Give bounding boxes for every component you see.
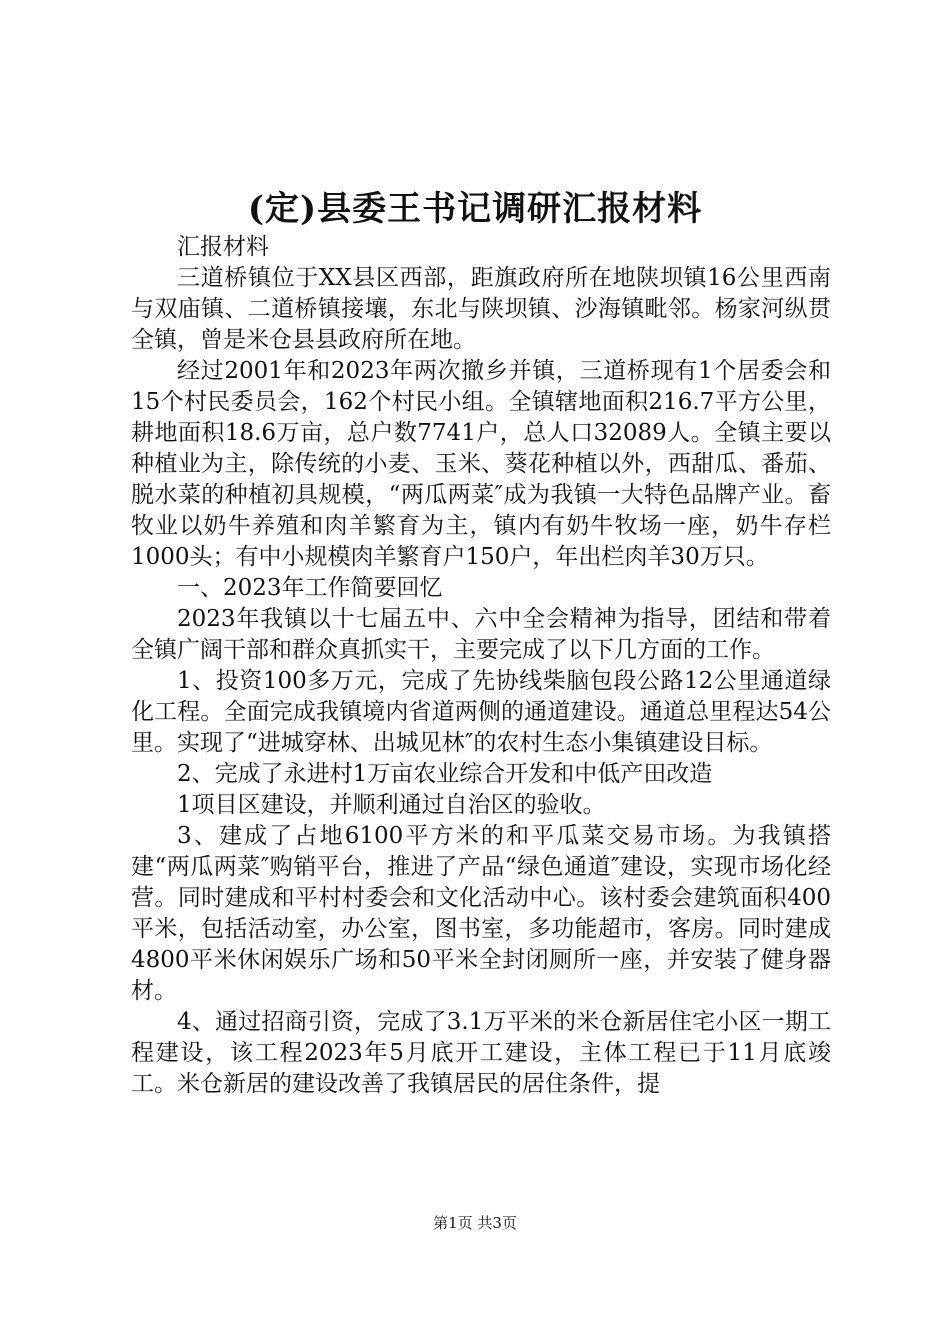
page-footer: 第1页 共3页 [433,1214,517,1232]
paragraph-location: 三道桥镇位于XX县区西部，距旗政府所在地陕坝镇16公里西南与双庙镇、二道桥镇接壤，东北与陕坝镇、沙海镇毗邻。杨家河纵贯全镇，曾是米仓县县政府所在地。 [131,265,831,353]
paragraph-heading-label: 汇报材料 [177,234,269,260]
paragraph-review-intro: 2023年我镇以十七届五中、六中全会精神为指导，团结和带着全镇广阔干部和群众真抓实干，主要完成了以下几方面的工作。 [131,606,831,663]
document-title: (定)县委王书记调研汇报材料 [247,189,703,229]
document-body [131,232,831,1100]
section-heading-review: 一、2023年工作简要回忆 [177,575,443,601]
paragraph-item-2-continued: 1项目区建设，并顺利通过自治区的验收。 [177,792,606,818]
paragraph-item-2: 2、完成了永进村1万亩农业综合开发和中低产田改造 [177,761,713,787]
paragraph-item-1: 1、投资100多万元，完成了先协线柴脑包段公路12公里通道绿化工程。全面完成我镇境内省道两侧的通道建设。通道总里程达54公里。实现了“进城穿林、出城见林″的农村生态小集镇建设目标。 [131,668,831,756]
paragraph-item-4: 4、通过招商引资，完成了3.1万平米的米仓新居住宅小区一期工程建设，该工程2023年5月底开工建设，主体工程已于11月底竣工。米仓新居的建设改善了我镇居民的居住条件，提 [131,1009,831,1097]
paragraph-overview: 经过2001年和2023年两次撤乡并镇，三道桥现有1个居委会和15个村民委员会，162个村民小组。全镇辖地面积216.7平方公里，耕地面积18.6万亩，总户数7741户，总人口32089人。全镇主要以种植业为主，除传统的小麦、玉米、葵花种植以外，西甜瓜、番茄、脱水菜的种植初具规模，“两瓜两菜″成为我镇一大特色品牌产业。畜牧业以奶牛养殖和肉羊繁育为主，镇内有奶牛牧场一座，奶牛存栏1000头；有中小规模肉羊繁育户150户，年出栏肉羊30万只。 [131,358,831,570]
paragraph-item-3: 3、建成了占地6100平方米的和平瓜菜交易市场。为我镇搭建“两瓜两菜″购销平台，推进了产品“绿色通道″建设，实现市场化经营。同时建成和平村村委会和文化活动中心。该村委会建筑面积400平米，包括活动室，办公室，图书室，多功能超市，客房。同时建成4800平米休闲娱乐广场和50平米全封闭厕所一座，并安装了健身器材。 [131,823,831,1004]
